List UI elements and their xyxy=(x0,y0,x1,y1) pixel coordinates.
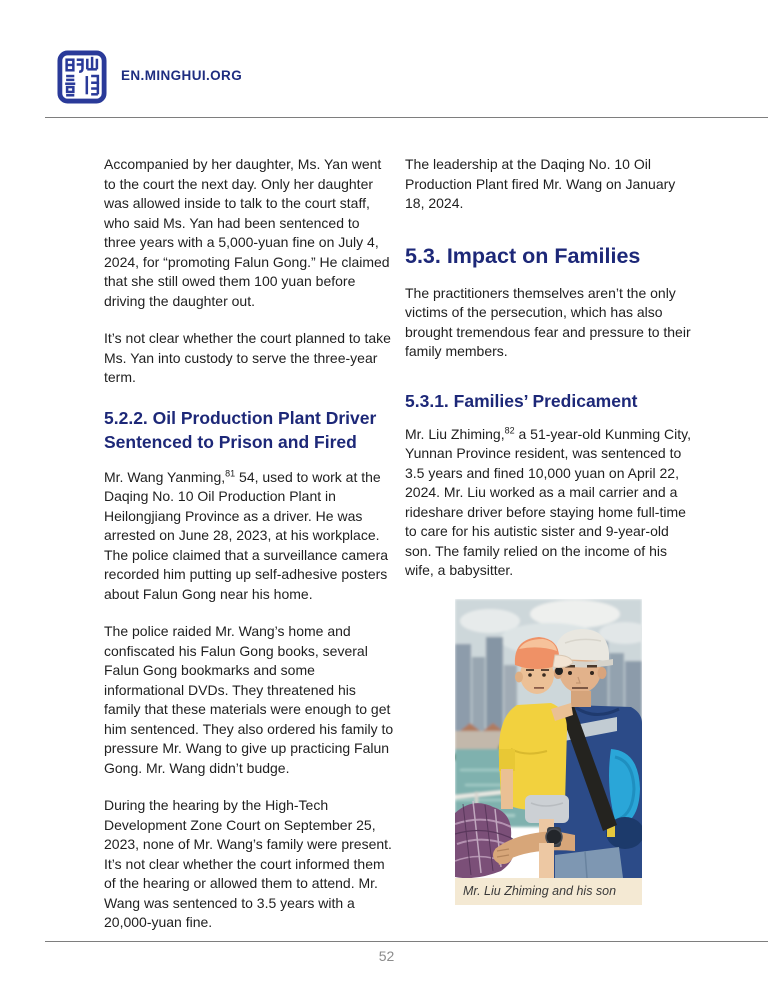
photo-caption: Mr. Liu Zhiming and his son xyxy=(455,878,642,905)
footnote-ref-81: 81 xyxy=(225,467,236,478)
paragraph-text: 54, used to work at the Daqing No. 10 Oil Production Plant in Heilongjiang Province as a driver. He was arrested on June 28, 2023, at his workplace. The police claimed that a surveillance camera recorded him putting up self-adhesive posters about Falun Gong near his home. xyxy=(104,468,389,602)
paragraph-yan-court: Accompanied by her daughter, Ms. Yan went to the court the next day. Only her daughter was allowed inside to talk to the court staff, who said Ms. Yan had been sentenced to three years with a 5,000-yuan fine on July 4, 2024, for “promoting Falun Gong.” He claimed that she still owed them 100 yuan before driving the daughter out. xyxy=(104,156,390,309)
paragraph-yan-custody: It’s not clear whether the court planned to take Ms. Yan into custody to serve the three-year term. xyxy=(104,330,391,385)
paragraph-families-intro: The practitioners themselves aren’t the only victims of the persecution, which has also brought tremendous fear and pressure to their family members. xyxy=(405,284,691,359)
header-divider xyxy=(45,117,768,118)
photo-man-holding-son xyxy=(455,599,642,878)
paragraph-wang-hearing: During the hearing by the High-Tech Development Zone Court on September 25, 2023, none of Mr. Wang’s family were present. It’s not clear whether the court informed them of the hearing or allowed them to attend. Mr. Wang was sentenced to 3.5 years with a 20,000-yuan fine. xyxy=(104,797,392,930)
paragraph-wang-arrest xyxy=(104,468,394,605)
right-column xyxy=(405,155,695,905)
left-column xyxy=(104,155,394,951)
heading-5-3-1: 5.3.1. Families’ Predicament xyxy=(405,390,638,411)
paragraph-wang-fired: The leadership at the Daqing No. 10 Oil Production Plant fired Mr. Wang on January 18, 2024. xyxy=(405,156,676,211)
paragraph-text: Mr. Wang Yanming, xyxy=(104,468,226,485)
footnote-ref-82: 82 xyxy=(504,424,515,435)
site-name: EN.MINGHUI.ORG xyxy=(121,68,243,83)
footer-divider xyxy=(45,941,768,942)
heading-5-3: 5.3. Impact on Families xyxy=(405,243,641,268)
paragraph-text: Mr. Liu Zhiming, xyxy=(405,425,505,442)
heading-5-2-2: 5.2.2. Oil Production Plant Driver Sentenced to Prison and Fired xyxy=(104,407,377,452)
page-number: 52 xyxy=(378,948,395,964)
figure-liu-zhiming xyxy=(455,599,642,905)
paragraph-liu-zhiming xyxy=(405,425,695,581)
paragraph-wang-raid: The police raided Mr. Wang’s home and confiscated his Falun Gong books, several Falun Gong bookmarks and some informational DVDs. They threatened his family that these materials were enough to get him sentenced. They also ordered his family to pressure Mr. Wang to give up practicing Falun Gong. Mr. Wang didn’t budge. xyxy=(104,623,394,776)
minghui-seal-logo-icon xyxy=(57,50,107,104)
paragraph-text: a 51-year-old Kunming City, Yunnan Province resident, was sentenced to 3.5 years and fined 10,000 yuan on April 22, 2024. Mr. Liu worked as a mail carrier and a rideshare driver before staying home full-time to care for his autistic sister and 9-year-old son. The family relied on the income of his wife, a babysitter. xyxy=(405,425,691,578)
